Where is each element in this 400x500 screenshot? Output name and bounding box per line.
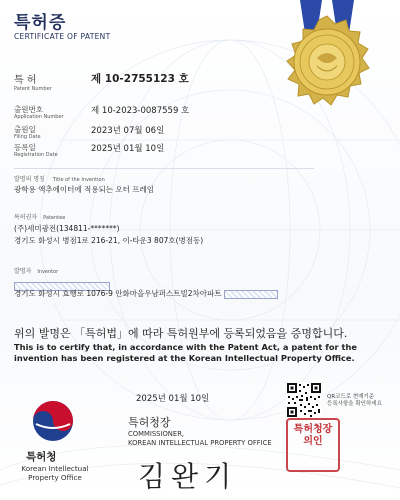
registration-date-label: 등록일	[14, 143, 36, 152]
patentee-address: 경기도 화성시 병점1로 216-21, 이-타운3 807호(병점동)	[14, 236, 204, 245]
inventor-label	[14, 266, 58, 275]
office-name-en	[10, 464, 100, 482]
inventor-label-en: Inventor	[37, 269, 59, 275]
office-name: 특허청	[26, 451, 57, 463]
qr-caption-line1: QR코드로 현재기준	[327, 394, 375, 400]
divider	[14, 168, 314, 169]
commissioner-title: 특허청장	[128, 416, 171, 429]
certificate-subtitle: CERTIFICATE OF PATENT	[14, 32, 111, 41]
qr-caption	[327, 394, 382, 408]
patentee-label-en: Patentee	[43, 215, 66, 221]
inventor-address: 경기도 화성시 효행로 1076-9 안화마을우남퍼스트빌2차아파트	[14, 289, 222, 298]
commissioner-title-en-line2: KOREAN INTELLECTUAL PROPERTY OFFICE	[128, 439, 272, 447]
certification-statement-ko: 위의 발명은 「특허법」에 따라 특허원부에 등록되었음을 증명합니다.	[14, 327, 348, 340]
inventor-label-ko: 발명자	[14, 268, 32, 275]
invention-title-label-en: Title of the Invention	[52, 177, 105, 183]
patentee-label	[14, 212, 65, 221]
handwritten-signature: 김완기	[138, 460, 238, 493]
redacted-block	[224, 290, 278, 299]
patentee-name: (주)세미광전(134811-*******)	[14, 224, 120, 233]
patentee-label-ko: 특허권자	[14, 214, 38, 221]
application-number-label-en: Application Number	[14, 114, 64, 120]
qr-code[interactable]	[286, 382, 322, 418]
registration-date-label-en: Registration Date	[14, 152, 58, 158]
official-seal-text: 특허청장의인	[293, 424, 333, 447]
filing-date-label: 출원일	[14, 125, 36, 134]
certification-statement-en: This is to certify that, in accordance with the Patent Act, a patent for the invention has been registered at the Korean Intellectual Property Office.	[14, 342, 358, 363]
inventor-address-row	[14, 288, 278, 299]
invention-title-value: 광학용 액추에이터에 적용되는 오터 프레임	[14, 185, 154, 194]
commissioner-title-en-line1: COMMISSIONER,	[128, 430, 185, 438]
taegeuk-logo-icon	[30, 398, 76, 444]
gold-seal-emblem	[264, 0, 390, 112]
commissioner-title-en	[128, 430, 272, 448]
filing-date-label-en: Filing Date	[14, 134, 41, 140]
patent-number-value: 제 10-2755123 호	[91, 73, 189, 85]
registration-date-value: 2025년 01월 10일	[91, 144, 165, 154]
office-name-en-line2: Property Office	[28, 473, 82, 482]
certificate-title: 특허증	[14, 13, 67, 33]
qr-caption-line2: 등록사항을 확인하세요	[327, 401, 382, 407]
invention-title-label-ko: 발명의 명칭	[14, 176, 45, 183]
filing-date-value: 2023년 07월 06일	[91, 126, 165, 136]
office-name-en-line1: Korean Intellectual	[21, 464, 89, 473]
signature-date: 2025년 01월 10일	[136, 394, 210, 404]
patent-number-label: 특 허	[14, 75, 37, 86]
patent-number-label-en: Patent Number	[14, 86, 52, 92]
application-number-value: 제 10-2023-0087559 호	[91, 106, 190, 116]
invention-title-label	[14, 174, 105, 183]
application-number-label: 출원번호	[14, 105, 43, 114]
